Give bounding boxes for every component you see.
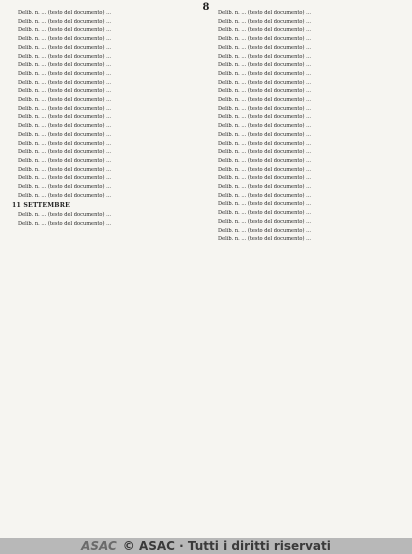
resolution-paragraph: Delib. n. ... (testo del documento) ... (218, 131, 311, 138)
resolution-paragraph: Delib. n. ... (testo del documento) ... (218, 192, 311, 199)
resolution-paragraph: Delib. n. ... (testo del documento) ... (218, 105, 311, 112)
resolution-paragraph: Delib. n. ... (testo del documento) ... (218, 140, 311, 147)
resolution-paragraph: Delib. n. ... (testo del documento) ... (18, 88, 111, 95)
resolution-paragraph: Delib. n. ... (testo del documento) ... (218, 157, 311, 164)
resolution-paragraph: Delib. n. ... (testo del documento) ... (18, 105, 111, 112)
resolution-paragraph: Delib. n. ... (testo del documento) ... (218, 210, 311, 217)
resolution-paragraph: Delib. n. ... (testo del documento) ... (218, 114, 311, 121)
resolution-paragraph: Delib. n. ... (testo del documento) ... (18, 36, 111, 43)
resolution-paragraph: Delib. n. ... (testo del documento) ... (218, 62, 311, 69)
text-columns (12, 10, 402, 532)
resolution-paragraph: Delib. n. ... (testo del documento) ... (218, 236, 311, 243)
resolution-paragraph: Delib. n. ... (testo del documento) ... (18, 192, 111, 199)
left-column (12, 10, 202, 532)
resolution-paragraph: Delib. n. ... (testo del documento) ... (18, 149, 111, 156)
resolution-paragraph: Delib. n. ... (testo del documento) ... (218, 201, 311, 208)
resolution-paragraph: Delib. n. ... (testo del documento) ... (218, 97, 311, 104)
resolution-paragraph: Delib. n. ... (testo del documento) ... (18, 157, 111, 164)
resolution-paragraph: Delib. n. ... (testo del documento) ... (18, 27, 111, 34)
resolution-paragraph: Delib. n. ... (testo del documento) ... (18, 44, 111, 51)
resolution-paragraph: Delib. n. ... (testo del documento) ... (218, 70, 311, 77)
resolution-paragraph: Delib. n. ... (testo del documento) ... (18, 97, 111, 104)
resolution-paragraph: Delib. n. ... (testo del documento) ... (218, 44, 311, 51)
resolution-paragraph: Delib. n. ... (testo del documento) ... (218, 123, 311, 130)
resolution-paragraph: Delib. n. ... (testo del documento) ... (18, 53, 111, 60)
resolution-paragraph: Delib. n. ... (testo del documento) ... (18, 70, 111, 77)
asac-logo: ASAC (81, 539, 117, 553)
resolution-paragraph: Delib. n. ... (testo del documento) ... (18, 220, 111, 227)
resolution-paragraph: Delib. n. ... (testo del documento) ... (18, 62, 111, 69)
resolution-paragraph: Delib. n. ... (testo del documento) ... (18, 18, 111, 25)
resolution-paragraph: Delib. n. ... (testo del documento) ... (218, 166, 311, 173)
resolution-paragraph: Delib. n. ... (testo del documento) ... (18, 131, 111, 138)
resolution-paragraph: Delib. n. ... (testo del documento) ... (218, 184, 311, 191)
resolution-paragraph: Delib. n. ... (testo del documento) ... (218, 175, 311, 182)
resolution-paragraph: Delib. n. ... (testo del documento) ... (18, 166, 111, 173)
resolution-paragraph: Delib. n. ... (testo del documento) ... (218, 10, 311, 16)
resolution-paragraph: Delib. n. ... (testo del documento) ... (218, 36, 311, 43)
resolution-paragraph: Delib. n. ... (testo del documento) ... (218, 227, 311, 234)
resolution-paragraph: Delib. n. ... (testo del documento) ... (218, 27, 311, 34)
resolution-paragraph: Delib. n. ... (testo del documento) ... (218, 53, 311, 60)
right-column (212, 10, 402, 532)
copyright-footer (0, 538, 412, 554)
resolution-paragraph: Delib. n. ... (testo del documento) ... (18, 184, 111, 191)
resolution-paragraph: Delib. n. ... (testo del documento) ... (18, 175, 111, 182)
resolution-paragraph: Delib. n. ... (testo del documento) ... (18, 114, 111, 121)
resolution-paragraph: Delib. n. ... (testo del documento) ... (218, 149, 311, 156)
resolution-paragraph: Delib. n. ... (testo del documento) ... (18, 79, 111, 86)
resolution-paragraph: Delib. n. ... (testo del documento) ... (218, 88, 311, 95)
page-number: 8 (202, 2, 210, 13)
resolution-paragraph: Delib. n. ... (testo del documento) ... (18, 212, 111, 219)
resolution-paragraph: Delib. n. ... (testo del documento) ... (18, 140, 111, 147)
footer-text: © ASAC · Tutti i diritti riservati (122, 539, 331, 553)
resolution-paragraph: Delib. n. ... (testo del documento) ... (218, 79, 311, 86)
resolution-paragraph: Delib. n. ... (testo del documento) ... (18, 123, 111, 130)
section-heading: 11 SETTEMBRE (12, 201, 70, 209)
resolution-paragraph: Delib. n. ... (testo del documento) ... (218, 18, 311, 25)
resolution-paragraph: Delib. n. ... (testo del documento) ... (18, 10, 111, 16)
resolution-paragraph: Delib. n. ... (testo del documento) ... (218, 218, 311, 225)
